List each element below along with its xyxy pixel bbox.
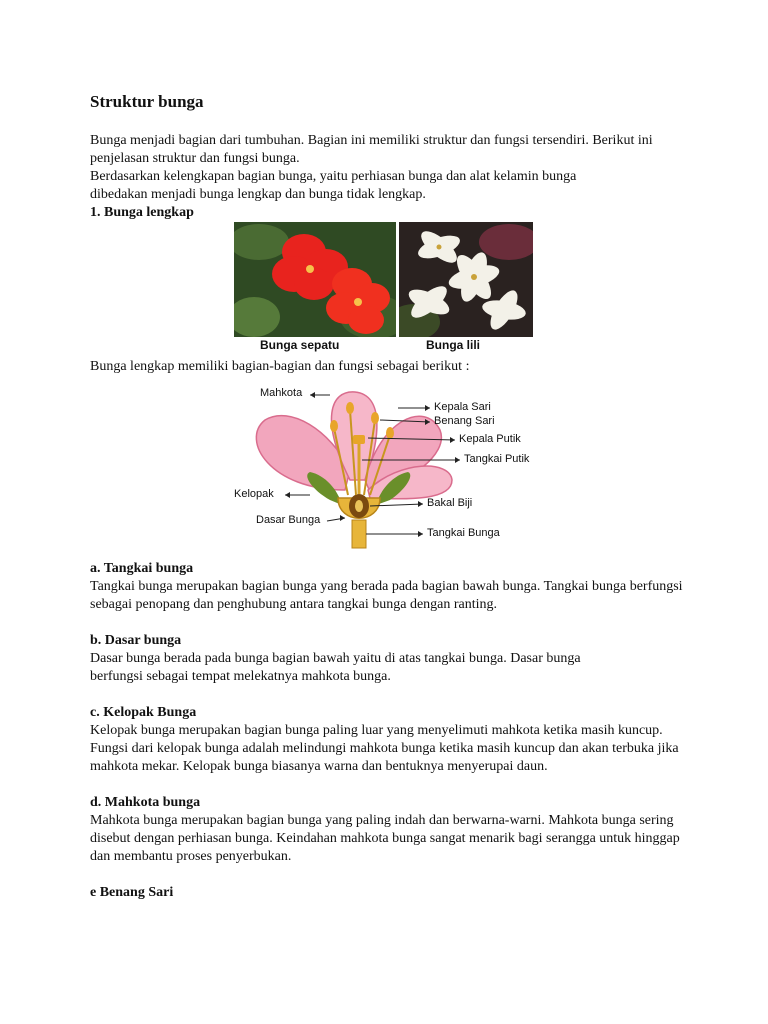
part-heading-kelopak: c. Kelopak Bunga <box>90 705 197 720</box>
label-tangkai-bunga: Tangkai Bunga <box>427 527 500 539</box>
label-mahkota: Mahkota <box>260 387 303 399</box>
part-heading-tangkai: a. Tangkai bunga <box>90 561 194 576</box>
intro-paragraph-1: Bunga menjadi bagian dari tumbuhan. Bagian ini memiliki struktur dan fungsi tersendiri. Berikut ini penjelasan struktur dan fungsi bunga. <box>90 133 653 167</box>
label-dasar-bunga: Dasar Bunga <box>256 514 321 526</box>
label-kepala-putik: Kepala Putik <box>459 433 521 445</box>
flower-structure-diagram <box>230 380 550 550</box>
label-bakal-biji: Bakal Biji <box>427 497 473 509</box>
label-kepala-sari: Kepala Sari <box>434 401 491 413</box>
lily-caption: Bunga lili <box>426 338 480 352</box>
hibiscus-caption: Bunga sepatu <box>260 338 340 352</box>
page-title: Struktur bunga <box>90 92 204 111</box>
section-heading-bunga-lengkap: 1. Bunga lengkap <box>90 205 194 221</box>
part-text-tangkai: Tangkai bunga merupakan bagian bunga yang berada pada bagian bawah bunga. Tangkai bunga berfungsi sebagai penopang dan penghubung antara tangkai bunga dengan ranting. <box>90 579 683 612</box>
part-heading-mahkota: d. Mahkota bunga <box>90 795 201 810</box>
part-text-kelopak: Kelopak bunga merupakan bagian bunga paling luar yang menyelimuti mahkota ketika masih kuncup. Fungsi dari kelopak bunga adalah melindungi mahkota bunga ketika masih kuncup dan akan terbuka jika mahkota mekar. Kelopak bunga biasanya warna dan bentuknya menyerupai daun. <box>90 723 679 774</box>
label-kelopak: Kelopak <box>234 488 274 500</box>
parts-section <box>90 560 700 902</box>
label-benang-sari: Benang Sari <box>434 415 495 427</box>
diagram-intro: Bunga lengkap memiliki bagian-bagian dan fungsi sebagai berikut : <box>90 359 470 374</box>
label-tangkai-putik: Tangkai Putik <box>464 453 530 465</box>
part-text-mahkota: Mahkota bunga merupakan bagian bunga yang paling indah dan berwarna-warni. Mahkota bunga sering disebut dengan perhiasan bunga. Keindahan mahkota bunga sangat menarik bagi serangga untuk hinggap dan membantu proses penyerbukan. <box>90 813 680 864</box>
document-body <box>90 92 690 222</box>
hibiscus-photo <box>234 222 396 337</box>
lily-photo <box>399 222 533 337</box>
intro-paragraph-2: Berdasarkan kelengkapan bagian bunga, yaitu perhiasan bunga dan alat kelamin bunga dibedakan menjadi bunga lengkap dan bunga tidak lengkap. <box>90 169 577 203</box>
part-heading-benang-sari: e Benang Sari <box>90 885 174 900</box>
part-heading-dasar: b. Dasar bunga <box>90 633 182 648</box>
part-text-dasar: Dasar bunga berada pada bunga bagian bawah yaitu di atas tangkai bunga. Dasar bunga berfungsi sebagai tempat melekatnya mahkota bunga. <box>90 651 581 684</box>
flower-photos <box>234 222 534 354</box>
